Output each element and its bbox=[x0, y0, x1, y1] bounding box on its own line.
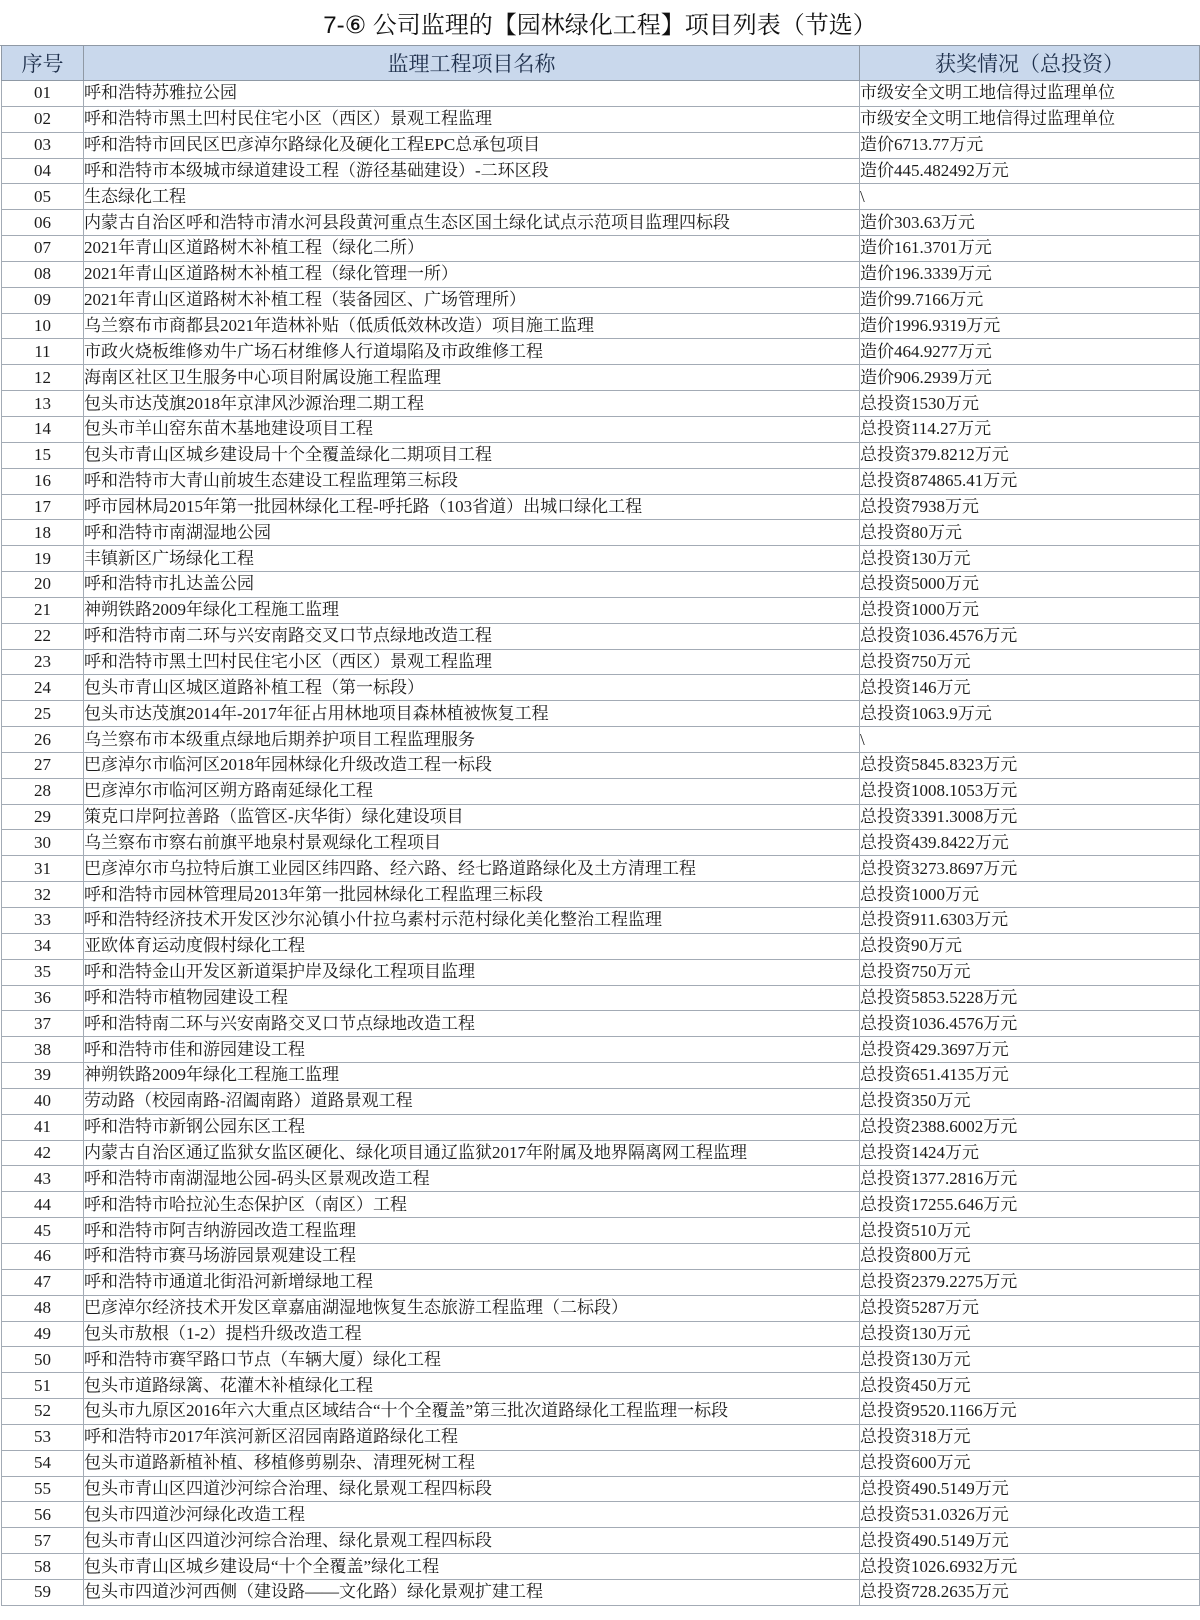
row-number: 40 bbox=[2, 1088, 84, 1114]
row-number: 37 bbox=[2, 1011, 84, 1037]
project-name: 呼和浩特市大青山前坡生态建设工程监理第三标段 bbox=[84, 468, 860, 494]
table-row bbox=[2, 1321, 1200, 1347]
table-row bbox=[2, 210, 1200, 236]
row-number: 33 bbox=[2, 908, 84, 934]
award-info: \ bbox=[860, 727, 1200, 753]
table-row bbox=[2, 339, 1200, 365]
project-name: 巴彦淖尔市临河区2018年园林绿化升级改造工程一标段 bbox=[84, 752, 860, 778]
project-name: 2021年青山区道路树木补植工程（绿化二所） bbox=[84, 236, 860, 262]
project-name: 呼和浩特市植物园建设工程 bbox=[84, 985, 860, 1011]
row-number: 19 bbox=[2, 546, 84, 572]
award-info: 总投资318万元 bbox=[860, 1424, 1200, 1450]
table-row bbox=[2, 158, 1200, 184]
table-row bbox=[2, 908, 1200, 934]
row-number: 02 bbox=[2, 106, 84, 132]
row-number: 21 bbox=[2, 597, 84, 623]
award-info: 总投资146万元 bbox=[860, 675, 1200, 701]
table-row bbox=[2, 1373, 1200, 1399]
project-name: 呼和浩特市赛罕路口节点（车辆大厦）绿化工程 bbox=[84, 1347, 860, 1373]
row-number: 47 bbox=[2, 1269, 84, 1295]
award-info: 造价99.7166万元 bbox=[860, 287, 1200, 313]
table-row bbox=[2, 313, 1200, 339]
row-number: 27 bbox=[2, 752, 84, 778]
row-number: 22 bbox=[2, 623, 84, 649]
table-row bbox=[2, 727, 1200, 753]
project-name: 呼和浩特市黑土凹村民住宅小区（西区）景观工程监理 bbox=[84, 106, 860, 132]
row-number: 57 bbox=[2, 1528, 84, 1554]
row-number: 51 bbox=[2, 1373, 84, 1399]
award-info: 造价196.3339万元 bbox=[860, 261, 1200, 287]
project-name: 包头市九原区2016年六大重点区域结合“十个全覆盖”第三批次道路绿化工程监理一标段 bbox=[84, 1399, 860, 1425]
table-row bbox=[2, 1037, 1200, 1063]
table-row bbox=[2, 1011, 1200, 1037]
project-name: 呼和浩特金山开发区新道渠护岸及绿化工程项目监理 bbox=[84, 959, 860, 985]
award-info: 总投资728.2635万元 bbox=[860, 1579, 1200, 1605]
award-info: 总投资5287万元 bbox=[860, 1295, 1200, 1321]
project-name: 内蒙古自治区呼和浩特市清水河县段黄河重点生态区国土绿化试点示范项目监理四标段 bbox=[84, 210, 860, 236]
project-name: 呼和浩特市园林管理局2013年第一批园林绿化工程监理三标段 bbox=[84, 882, 860, 908]
table-row bbox=[2, 1502, 1200, 1528]
row-number: 48 bbox=[2, 1295, 84, 1321]
row-number: 11 bbox=[2, 339, 84, 365]
table-row bbox=[2, 701, 1200, 727]
table-row bbox=[2, 830, 1200, 856]
award-info: 总投资1036.4576万元 bbox=[860, 623, 1200, 649]
award-info: 总投资874865.41万元 bbox=[860, 468, 1200, 494]
table-row bbox=[2, 1166, 1200, 1192]
project-name: 包头市四道沙河绿化改造工程 bbox=[84, 1502, 860, 1528]
table-row bbox=[2, 1295, 1200, 1321]
row-number: 18 bbox=[2, 520, 84, 546]
row-number: 25 bbox=[2, 701, 84, 727]
row-number: 39 bbox=[2, 1063, 84, 1089]
award-info: 总投资1530万元 bbox=[860, 391, 1200, 417]
row-number: 05 bbox=[2, 184, 84, 210]
award-info: 总投资5853.5228万元 bbox=[860, 985, 1200, 1011]
award-info: 总投资911.6303万元 bbox=[860, 908, 1200, 934]
award-info: \ bbox=[860, 184, 1200, 210]
award-info: 总投资600万元 bbox=[860, 1450, 1200, 1476]
project-name: 海南区社区卫生服务中心项目附属设施工程监理 bbox=[84, 365, 860, 391]
award-info: 总投资490.5149万元 bbox=[860, 1476, 1200, 1502]
project-name: 内蒙古自治区通辽监狱女监区硬化、绿化项目通辽监狱2017年附属及地界隔离网工程监理 bbox=[84, 1140, 860, 1166]
project-table bbox=[1, 45, 1200, 1606]
table-row bbox=[2, 1347, 1200, 1373]
award-info: 总投资750万元 bbox=[860, 959, 1200, 985]
column-header-no: 序号 bbox=[2, 46, 84, 81]
award-info: 总投资439.8422万元 bbox=[860, 830, 1200, 856]
row-number: 46 bbox=[2, 1243, 84, 1269]
table-row bbox=[2, 856, 1200, 882]
column-header-name: 监理工程项目名称 bbox=[84, 46, 860, 81]
row-number: 34 bbox=[2, 933, 84, 959]
row-number: 30 bbox=[2, 830, 84, 856]
award-info: 总投资379.8212万元 bbox=[860, 442, 1200, 468]
table-row bbox=[2, 546, 1200, 572]
award-info: 总投资800万元 bbox=[860, 1243, 1200, 1269]
award-info: 总投资80万元 bbox=[860, 520, 1200, 546]
table-row bbox=[2, 391, 1200, 417]
row-number: 42 bbox=[2, 1140, 84, 1166]
award-info: 总投资1008.1053万元 bbox=[860, 778, 1200, 804]
table-row bbox=[2, 1554, 1200, 1580]
table-row bbox=[2, 882, 1200, 908]
row-number: 59 bbox=[2, 1579, 84, 1605]
award-info: 造价464.9277万元 bbox=[860, 339, 1200, 365]
row-number: 26 bbox=[2, 727, 84, 753]
award-info: 总投资17255.646万元 bbox=[860, 1192, 1200, 1218]
project-name: 包头市道路新植补植、移植修剪剔杂、清理死树工程 bbox=[84, 1450, 860, 1476]
row-number: 24 bbox=[2, 675, 84, 701]
table-row bbox=[2, 1114, 1200, 1140]
award-info: 总投资510万元 bbox=[860, 1218, 1200, 1244]
award-info: 总投资3273.8697万元 bbox=[860, 856, 1200, 882]
award-info: 总投资2379.2275万元 bbox=[860, 1269, 1200, 1295]
table-row bbox=[2, 416, 1200, 442]
row-number: 58 bbox=[2, 1554, 84, 1580]
project-name: 包头市青山区四道沙河综合治理、绿化景观工程四标段 bbox=[84, 1476, 860, 1502]
project-name: 呼和浩特苏雅拉公园 bbox=[84, 81, 860, 107]
row-number: 49 bbox=[2, 1321, 84, 1347]
table-row bbox=[2, 1088, 1200, 1114]
project-name: 乌兰察布市察右前旗平地泉村景观绿化工程项目 bbox=[84, 830, 860, 856]
project-name: 巴彦淖尔市乌拉特后旗工业园区纬四路、经六路、经七路道路绿化及土方清理工程 bbox=[84, 856, 860, 882]
row-number: 45 bbox=[2, 1218, 84, 1244]
table-header-row bbox=[2, 46, 1200, 81]
table-row bbox=[2, 649, 1200, 675]
row-number: 23 bbox=[2, 649, 84, 675]
award-info: 造价1996.9319万元 bbox=[860, 313, 1200, 339]
row-number: 41 bbox=[2, 1114, 84, 1140]
table-row bbox=[2, 1399, 1200, 1425]
project-name: 包头市羊山窑东苗木基地建设项目工程 bbox=[84, 416, 860, 442]
project-name: 呼和浩特经济技术开发区沙尔沁镇小什拉乌素村示范村绿化美化整治工程监理 bbox=[84, 908, 860, 934]
table-row bbox=[2, 1243, 1200, 1269]
row-number: 38 bbox=[2, 1037, 84, 1063]
table-row bbox=[2, 623, 1200, 649]
project-name: 乌兰察布市本级重点绿地后期养护项目工程监理服务 bbox=[84, 727, 860, 753]
project-name: 呼市园林局2015年第一批园林绿化工程-呼托路（103省道）出城口绿化工程 bbox=[84, 494, 860, 520]
table-row bbox=[2, 1218, 1200, 1244]
project-name: 策克口岸阿拉善路（监管区-庆华街）绿化建设项目 bbox=[84, 804, 860, 830]
award-info: 总投资531.0326万元 bbox=[860, 1502, 1200, 1528]
award-info: 总投资130万元 bbox=[860, 1347, 1200, 1373]
project-name: 呼和浩特市佳和游园建设工程 bbox=[84, 1037, 860, 1063]
project-name: 市政火烧板维修劝牛广场石材维修人行道塌陷及市政维修工程 bbox=[84, 339, 860, 365]
project-name: 包头市青山区四道沙河综合治理、绿化景观工程四标段 bbox=[84, 1528, 860, 1554]
row-number: 01 bbox=[2, 81, 84, 107]
table-row bbox=[2, 261, 1200, 287]
project-name: 生态绿化工程 bbox=[84, 184, 860, 210]
award-info: 总投资1424万元 bbox=[860, 1140, 1200, 1166]
table-row bbox=[2, 287, 1200, 313]
table-row bbox=[2, 132, 1200, 158]
project-name: 包头市达茂旗2014年-2017年征占用林地项目森林植被恢复工程 bbox=[84, 701, 860, 727]
project-name: 呼和浩特市回民区巴彦淖尔路绿化及硬化工程EPC总承包项目 bbox=[84, 132, 860, 158]
project-name: 呼和浩特市阿吉纳游园改造工程监理 bbox=[84, 1218, 860, 1244]
table-row bbox=[2, 1269, 1200, 1295]
row-number: 08 bbox=[2, 261, 84, 287]
project-name: 呼和浩特市2017年滨河新区沼园南路道路绿化工程 bbox=[84, 1424, 860, 1450]
project-name: 乌兰察布市商都县2021年造林补贴（低质低效林改造）项目施工监理 bbox=[84, 313, 860, 339]
row-number: 03 bbox=[2, 132, 84, 158]
table-row bbox=[2, 933, 1200, 959]
row-number: 14 bbox=[2, 416, 84, 442]
award-info: 总投资2388.6002万元 bbox=[860, 1114, 1200, 1140]
award-info: 造价161.3701万元 bbox=[860, 236, 1200, 262]
project-name: 神朔铁路2009年绿化工程施工监理 bbox=[84, 597, 860, 623]
table-row bbox=[2, 675, 1200, 701]
project-name: 包头市道路绿篱、花灌木补植绿化工程 bbox=[84, 1373, 860, 1399]
project-name: 包头市敖根（1-2）提档升级改造工程 bbox=[84, 1321, 860, 1347]
award-info: 总投资1026.6932万元 bbox=[860, 1554, 1200, 1580]
award-info: 总投资5000万元 bbox=[860, 572, 1200, 598]
award-info: 总投资130万元 bbox=[860, 546, 1200, 572]
project-name: 2021年青山区道路树木补植工程（绿化管理一所） bbox=[84, 261, 860, 287]
row-number: 55 bbox=[2, 1476, 84, 1502]
row-number: 54 bbox=[2, 1450, 84, 1476]
table-row bbox=[2, 572, 1200, 598]
award-info: 总投资651.4135万元 bbox=[860, 1063, 1200, 1089]
project-name: 劳动路（校园南路-沼阖南路）道路景观工程 bbox=[84, 1088, 860, 1114]
table-row bbox=[2, 494, 1200, 520]
award-info: 市级安全文明工地信得过监理单位 bbox=[860, 81, 1200, 107]
award-info: 总投资114.27万元 bbox=[860, 416, 1200, 442]
column-header-award: 获奖情况（总投资） bbox=[860, 46, 1200, 81]
table-row bbox=[2, 597, 1200, 623]
project-name: 包头市青山区城乡建设局“十个全覆盖”绿化工程 bbox=[84, 1554, 860, 1580]
award-info: 造价906.2939万元 bbox=[860, 365, 1200, 391]
table-row bbox=[2, 959, 1200, 985]
table-row bbox=[2, 804, 1200, 830]
award-info: 总投资429.3697万元 bbox=[860, 1037, 1200, 1063]
row-number: 09 bbox=[2, 287, 84, 313]
table-row bbox=[2, 985, 1200, 1011]
award-info: 总投资1063.9万元 bbox=[860, 701, 1200, 727]
project-name: 呼和浩特市扎达盖公园 bbox=[84, 572, 860, 598]
row-number: 29 bbox=[2, 804, 84, 830]
project-name: 包头市青山区城区道路补植工程（第一标段） bbox=[84, 675, 860, 701]
table-row bbox=[2, 778, 1200, 804]
row-number: 06 bbox=[2, 210, 84, 236]
table-row bbox=[2, 1063, 1200, 1089]
row-number: 04 bbox=[2, 158, 84, 184]
project-name: 呼和浩特市南湖湿地公园-码头区景观改造工程 bbox=[84, 1166, 860, 1192]
table-row bbox=[2, 365, 1200, 391]
award-info: 总投资3391.3008万元 bbox=[860, 804, 1200, 830]
table-row bbox=[2, 1424, 1200, 1450]
award-info: 总投资750万元 bbox=[860, 649, 1200, 675]
row-number: 35 bbox=[2, 959, 84, 985]
row-number: 32 bbox=[2, 882, 84, 908]
award-info: 总投资90万元 bbox=[860, 933, 1200, 959]
project-name: 巴彦淖尔市临河区朔方路南延绿化工程 bbox=[84, 778, 860, 804]
award-info: 总投资1000万元 bbox=[860, 597, 1200, 623]
row-number: 31 bbox=[2, 856, 84, 882]
project-name: 呼和浩特市通道北街沿河新增绿地工程 bbox=[84, 1269, 860, 1295]
table-row bbox=[2, 1528, 1200, 1554]
project-name: 2021年青山区道路树木补植工程（装备园区、广场管理所） bbox=[84, 287, 860, 313]
page-title: 7-⑥ 公司监理的【园林绿化工程】项目列表（节选） bbox=[0, 0, 1200, 46]
project-name: 亚欧体育运动度假村绿化工程 bbox=[84, 933, 860, 959]
project-name: 呼和浩特市新钢公园东区工程 bbox=[84, 1114, 860, 1140]
table-row bbox=[2, 520, 1200, 546]
project-name: 丰镇新区广场绿化工程 bbox=[84, 546, 860, 572]
project-name: 呼和浩特市南二环与兴安南路交叉口节点绿地改造工程 bbox=[84, 623, 860, 649]
table-row bbox=[2, 184, 1200, 210]
row-number: 44 bbox=[2, 1192, 84, 1218]
project-name: 呼和浩特南二环与兴安南路交叉口节点绿地改造工程 bbox=[84, 1011, 860, 1037]
row-number: 53 bbox=[2, 1424, 84, 1450]
row-number: 52 bbox=[2, 1399, 84, 1425]
row-number: 43 bbox=[2, 1166, 84, 1192]
award-info: 总投资7938万元 bbox=[860, 494, 1200, 520]
row-number: 50 bbox=[2, 1347, 84, 1373]
award-info: 总投资450万元 bbox=[860, 1373, 1200, 1399]
award-info: 市级安全文明工地信得过监理单位 bbox=[860, 106, 1200, 132]
row-number: 20 bbox=[2, 572, 84, 598]
award-info: 总投资490.5149万元 bbox=[860, 1528, 1200, 1554]
row-number: 56 bbox=[2, 1502, 84, 1528]
table-row bbox=[2, 1140, 1200, 1166]
project-name: 呼和浩特市哈拉沁生态保护区（南区）工程 bbox=[84, 1192, 860, 1218]
project-name: 呼和浩特市本级城市绿道建设工程（游径基础建设）-二环区段 bbox=[84, 158, 860, 184]
award-info: 总投资1377.2816万元 bbox=[860, 1166, 1200, 1192]
row-number: 36 bbox=[2, 985, 84, 1011]
table-row bbox=[2, 1450, 1200, 1476]
row-number: 13 bbox=[2, 391, 84, 417]
row-number: 07 bbox=[2, 236, 84, 262]
project-name: 包头市青山区城乡建设局十个全覆盖绿化二期项目工程 bbox=[84, 442, 860, 468]
award-info: 总投资130万元 bbox=[860, 1321, 1200, 1347]
project-name: 神朔铁路2009年绿化工程施工监理 bbox=[84, 1063, 860, 1089]
table-row bbox=[2, 81, 1200, 107]
table-body bbox=[2, 81, 1200, 1606]
award-info: 总投资9520.1166万元 bbox=[860, 1399, 1200, 1425]
row-number: 15 bbox=[2, 442, 84, 468]
project-name: 包头市达茂旗2018年京津风沙源治理二期工程 bbox=[84, 391, 860, 417]
project-name: 呼和浩特市黑土凹村民住宅小区（西区）景观工程监理 bbox=[84, 649, 860, 675]
row-number: 12 bbox=[2, 365, 84, 391]
table-row bbox=[2, 442, 1200, 468]
table-row bbox=[2, 1192, 1200, 1218]
table-row bbox=[2, 468, 1200, 494]
table-row bbox=[2, 752, 1200, 778]
project-name: 呼和浩特市赛马场游园景观建设工程 bbox=[84, 1243, 860, 1269]
row-number: 28 bbox=[2, 778, 84, 804]
table-row bbox=[2, 236, 1200, 262]
award-info: 造价303.63万元 bbox=[860, 210, 1200, 236]
row-number: 17 bbox=[2, 494, 84, 520]
table-row bbox=[2, 1579, 1200, 1605]
award-info: 总投资1036.4576万元 bbox=[860, 1011, 1200, 1037]
project-name: 包头市四道沙河西侧（建设路——文化路）绿化景观扩建工程 bbox=[84, 1579, 860, 1605]
award-info: 造价6713.77万元 bbox=[860, 132, 1200, 158]
award-info: 造价445.482492万元 bbox=[860, 158, 1200, 184]
project-name: 呼和浩特市南湖湿地公园 bbox=[84, 520, 860, 546]
award-info: 总投资5845.8323万元 bbox=[860, 752, 1200, 778]
row-number: 10 bbox=[2, 313, 84, 339]
row-number: 16 bbox=[2, 468, 84, 494]
project-name: 巴彦淖尔经济技术开发区章嘉庙湖湿地恢复生态旅游工程监理（二标段） bbox=[84, 1295, 860, 1321]
award-info: 总投资1000万元 bbox=[860, 882, 1200, 908]
table-row bbox=[2, 1476, 1200, 1502]
award-info: 总投资350万元 bbox=[860, 1088, 1200, 1114]
table-row bbox=[2, 106, 1200, 132]
